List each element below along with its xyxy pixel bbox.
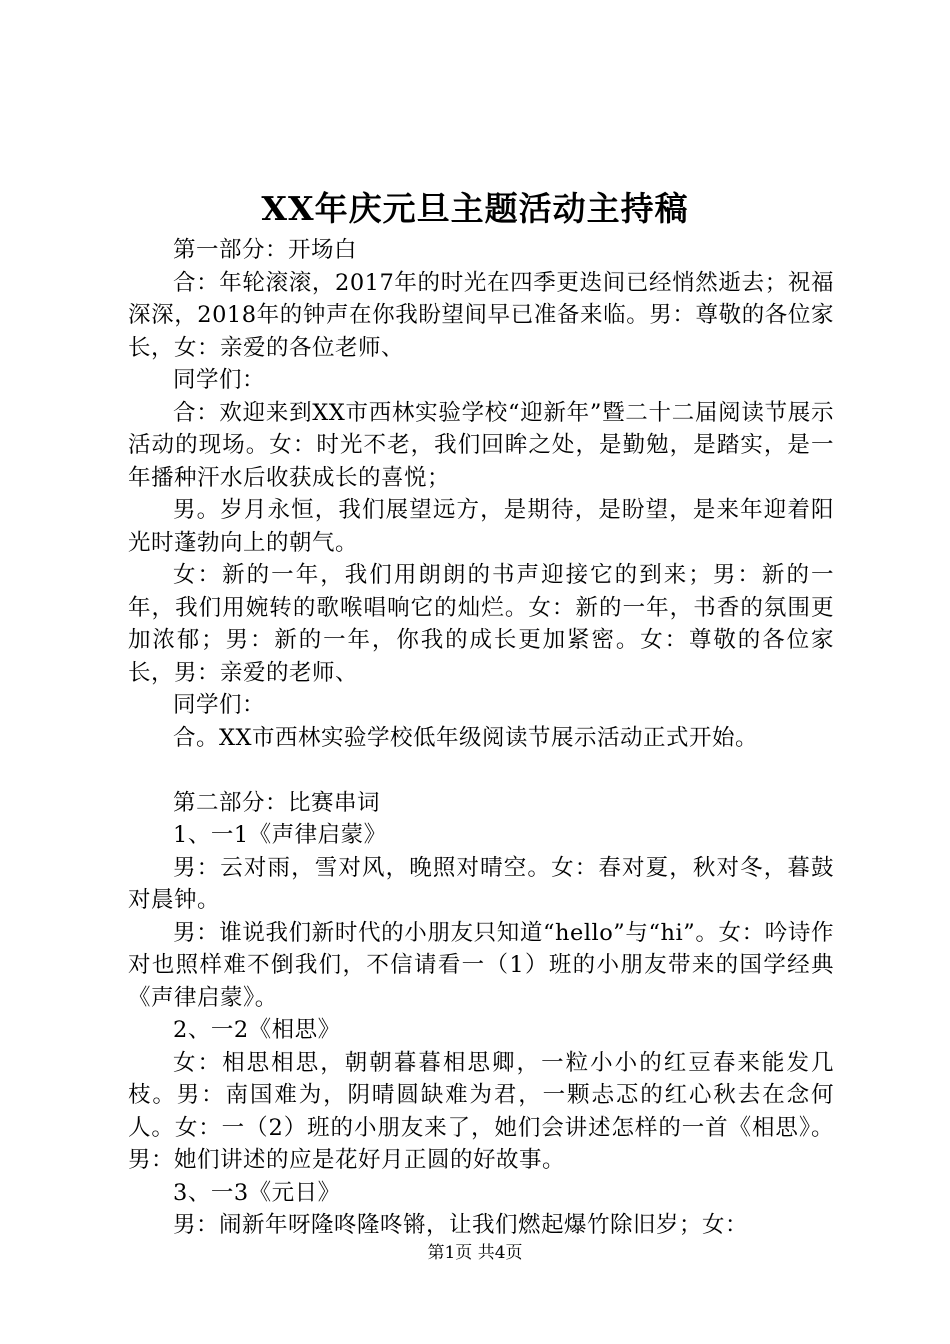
- paragraph: 同学们：: [173, 367, 266, 393]
- paragraph: 合。XX市西林实验学校低年级阅读节展示活动正式开始。: [173, 724, 759, 751]
- paragraph: 男：云对雨，雪对风，晚照对晴空。女：春对夏，秋对冬，暮鼓对晨钟。: [128, 854, 834, 913]
- paragraph: 女：新的一年，我们用朗朗的书声迎接它的到来；男：新的一年，我们用婉转的歌喉唱响它的灿烂。女：新的一年，书香的氛围更加浓郁；男：新的一年，你我的成长更加紧密。女：尊敬的各位家长，男：亲爱的老师、: [128, 562, 834, 686]
- paragraph: 男：闹新年呀隆咚隆咚锵，让我们燃起爆竹除旧岁；女：: [173, 1212, 749, 1238]
- page-footer: 第1页 共4页: [427, 1243, 523, 1263]
- item-heading: 2、一2《相思》: [173, 1017, 341, 1043]
- section-heading: 第二部分：比赛串词: [173, 789, 381, 816]
- paragraph: 合：年轮滚滚，2017年的时光在四季更迭间已经悄然逝去；祝福深深，2018年的钟声在你我盼望间早已准备来临。男：尊敬的各位家长，女：亲爱的各位老师、: [128, 269, 834, 361]
- paragraph: 同学们：: [173, 692, 266, 718]
- item-heading: 3、一3《元日》: [173, 1179, 341, 1206]
- paragraph: 合：欢迎来到XX市西林实验学校“迎新年”暨二十二届阅读节展示活动的现场。女：时光不老，我们回眸之处，是勤勉，是踏实，是一年播种汗水后收获成长的喜悦；: [128, 399, 834, 491]
- paragraph: 男。岁月永恒，我们展望远方，是期待，是盼望，是来年迎着阳光时蓬勃向上的朝气。: [128, 497, 834, 556]
- document-title: XX年庆元旦主题活动主持稿: [261, 189, 689, 228]
- document-body: [128, 234, 834, 1242]
- item-heading: 1、一1《声律启蒙》: [173, 822, 387, 848]
- paragraph: 第一部分：开场白: [173, 237, 358, 263]
- blank-line: [128, 754, 834, 787]
- paragraph: 男：谁说我们新时代的小朋友只知道“hello”与“hi”。女：吟诗作对也照样难不倒我们，不信请看一（1）班的小朋友带来的国学经典《声律启蒙》。: [128, 919, 834, 1011]
- paragraph: 女：相思相思，朝朝暮暮相思卿，一粒小小的红豆春来能发几枝。男：南国难为，阴晴圆缺难为君，一颗忐忑的红心秋去在念何人。女：一（2）班的小朋友来了，她们会讲述怎样的一首《相思》。男：她们讲述的应是花好月正圆的好故事。: [128, 1049, 834, 1173]
